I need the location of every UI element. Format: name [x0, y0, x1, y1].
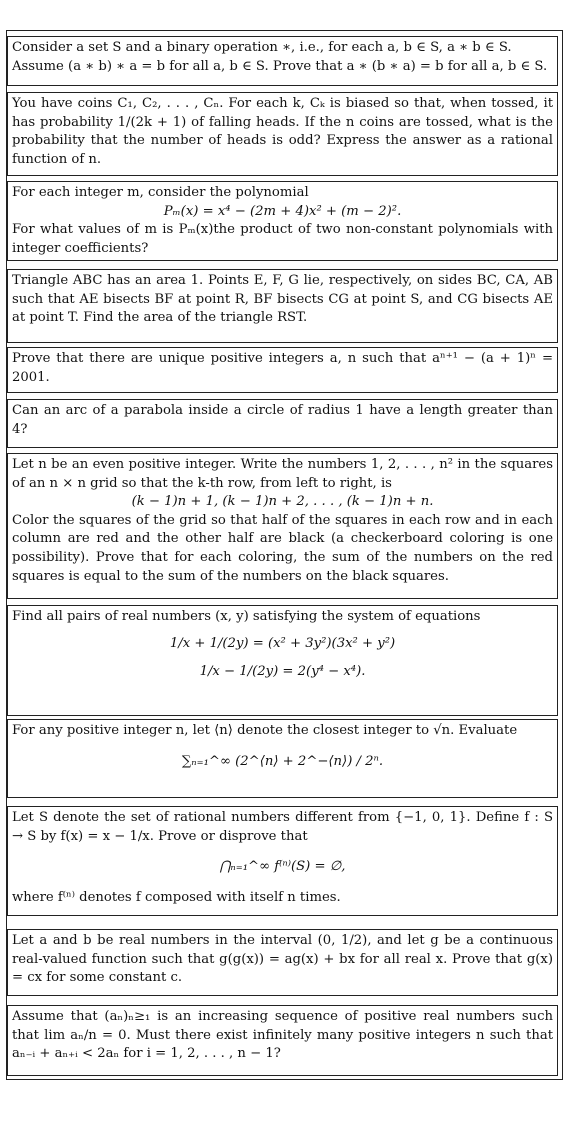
problem-8: [7, 605, 558, 716]
problem-6: [7, 399, 558, 448]
problem-1-line-1: Consider a set S and a binary operation ∗, i.e., for each a, b ∈ S, a ∗ b ∈ S.: [12, 40, 512, 55]
problem-2: [7, 92, 558, 176]
problem-10-intersection: ⋂ₙ₌₁^∞ f⁽ⁿ⁾(S) = ∅,: [219, 859, 346, 875]
problem-1-line-2: Assume (a ∗ b) ∗ a = b for all a, b ∈ S. Prove that a ∗ (b ∗ a) = b for all a, b ∈ S.: [12, 58, 548, 74]
problem-10: [7, 806, 558, 916]
problem-2-line-1: You have coins C₁, C₂, . . . , Cₙ. For each k, Cₖ is biased so that, when tossed, it has probability 1/(2k + 1) of falling heads. If the n coins are tossed, what is the probability that the number of heads is odd? Express the answer as a rational function of n.: [12, 96, 553, 167]
problem-3-line-1: For each integer m, consider the polynomial: [12, 185, 309, 200]
problem-8-equation-1: 1/x + 1/(2y) = (x² + 3y²)(3x² + y²): [169, 635, 396, 651]
problem-3-line-3: For what values of m is Pₘ(x)the product of two non-constant polynomials with integer coefficients?: [12, 222, 553, 256]
problem-8-equation-2: 1/x − 1/(2y) = 2(y⁴ − x⁴).: [199, 664, 366, 680]
problem-7-line-1: Let n be an even positive integer. Write the numbers 1, 2, . . . , n² in the squares of an n × n grid so that the k-th row, from left to right, is: [12, 457, 553, 491]
problem-12: [7, 1005, 558, 1076]
problem-6-line-1: Can an arc of a parabola inside a circle of radius 1 have a length greater than 4?: [12, 403, 553, 437]
problem-3-equation: Pₘ(x) = x⁴ − (2m + 4)x² + (m − 2)².: [163, 203, 402, 219]
problem-8-line-1: Find all pairs of real numbers (x, y) satisfying the system of equations: [12, 609, 481, 624]
problem-11: [7, 929, 558, 996]
problem-7: [7, 453, 558, 599]
problem-9-sum: ∑ₙ₌₁^∞ (2^⟨n⟩ + 2^−⟨n⟩) / 2ⁿ.: [181, 753, 384, 769]
problem-12-line-1: Assume that (aₙ)ₙ≥₁ is an increasing sequence of positive real numbers such that lim aₙ/n = 0. Must there exist infinitely many positive integers n such that aₙ₋ᵢ + aₙ₊ᵢ < 2aₙ for i = 1, 2, . . . , n − 1?: [12, 1009, 553, 1062]
problem-4-line-1: Triangle ABC has an area 1. Points E, F, G lie, respectively, on sides BC, CA, AB such that AE bisects BF at point R, BF bisects CG at point S, and CG bisects AE at point T. Find the area of the triangle RST.: [12, 273, 553, 326]
problem-1: [7, 36, 558, 86]
problem-5-line-1: Prove that there are unique positive integers a, n such that aⁿ⁺¹ − (a + 1)ⁿ = 2001.: [12, 351, 553, 385]
problem-3: [7, 181, 558, 261]
problem-10-line-3: where f⁽ⁿ⁾ denotes f composed with itself n times.: [12, 889, 341, 905]
problem-11-line-1: Let a and b be real numbers in the interval (0, 1/2), and let g be a continuous real-valued function such that g(g(x)) = ag(x) + bx for all real x. Prove that g(x) = cx for some constant c.: [12, 933, 553, 986]
problem-7-line-3: Color the squares of the grid so that half of the squares in each row and in each column are red and the other half are black (a checkerboard coloring is one possibility). Prove that for each coloring, the sum of the numbers on the red squares is equal to the sum of the numbers on the black squares.: [12, 512, 553, 584]
problem-5: [7, 347, 558, 393]
problem-9-line-1: For any positive integer n, let ⟨n⟩ denote the closest integer to √n. Evaluate: [12, 723, 518, 738]
problem-4: [7, 269, 558, 343]
problem-10-line-1: Let S denote the set of rational numbers different from {−1, 0, 1}. Define f : S → S by f(x) = x − 1/x. Prove or disprove that: [12, 810, 553, 844]
problem-7-row-formula: (k − 1)n + 1, (k − 1)n + 2, . . . , (k − 1)n + n.: [131, 494, 434, 510]
problem-9: [7, 719, 558, 798]
